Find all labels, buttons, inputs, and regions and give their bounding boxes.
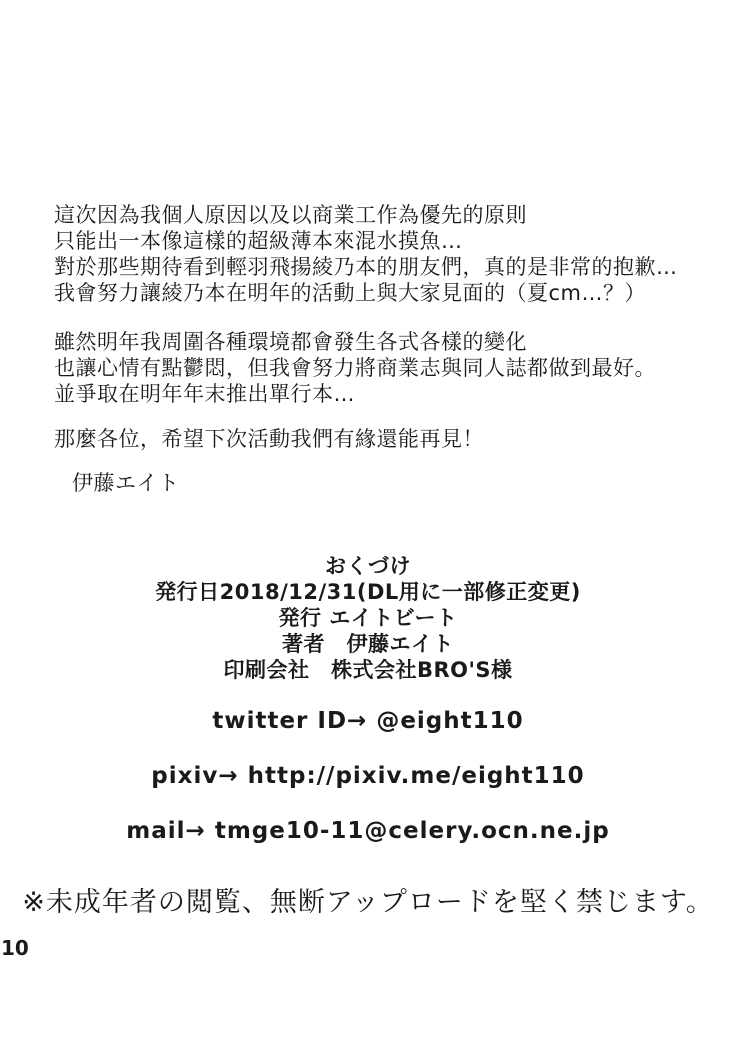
- contact-twitter-id: twitter ID→ @eight110: [212, 708, 524, 734]
- afterword-line: 我會努力讓綾乃本在明年的活動上與大家見面的（夏cm…？）: [54, 281, 647, 305]
- age-restriction-warning: ※未成年者の閲覧、無断アップロードを堅く禁じます。: [22, 887, 714, 918]
- afterword-line: 並爭取在明年年末推出單行本…: [54, 382, 355, 406]
- colophon-author: 著者 伊藤エイト: [282, 632, 454, 656]
- colophon-title: おくづけ: [325, 554, 411, 578]
- colophon-printer: 印刷会社 株式会社BRO'S様: [223, 658, 513, 682]
- afterword-line: 對於那些期待看到輕羽飛揚綾乃本的朋友們，真的是非常的抱歉…: [54, 255, 678, 279]
- afterword-line: 雖然明年我周圍各種環境都會發生各式各樣的變化: [54, 330, 527, 354]
- farewell-line: 那麼各位，希望下次活動我們有緣還能再見！: [54, 427, 484, 451]
- afterword-paragraph-1: [54, 202, 678, 306]
- page-number: 10: [1, 936, 29, 960]
- afterword-paragraph-2: [54, 329, 656, 407]
- afterword-line: 只能出一本像這樣的超級薄本來混水摸魚…: [54, 229, 463, 253]
- colophon-publisher: 発行 エイトビート: [278, 606, 458, 630]
- colophon-publish-date: 発行日2018/12/31(DL用に一部修正変更): [155, 580, 581, 604]
- afterword-line: 也讓心情有點鬱悶，但我會努力將商業志與同人誌都做到最好。: [54, 356, 656, 380]
- author-signature: 伊藤エイト: [72, 471, 180, 495]
- contact-pixiv-url: pixiv→ http://pixiv.me/eight110: [151, 763, 585, 789]
- afterword-line: 這次因為我個人原因以及以商業工作為優先的原則: [54, 203, 527, 227]
- contact-mail-address: mail→ tmge10-11@celery.ocn.ne.jp: [126, 818, 610, 844]
- colophon-block: [0, 553, 736, 683]
